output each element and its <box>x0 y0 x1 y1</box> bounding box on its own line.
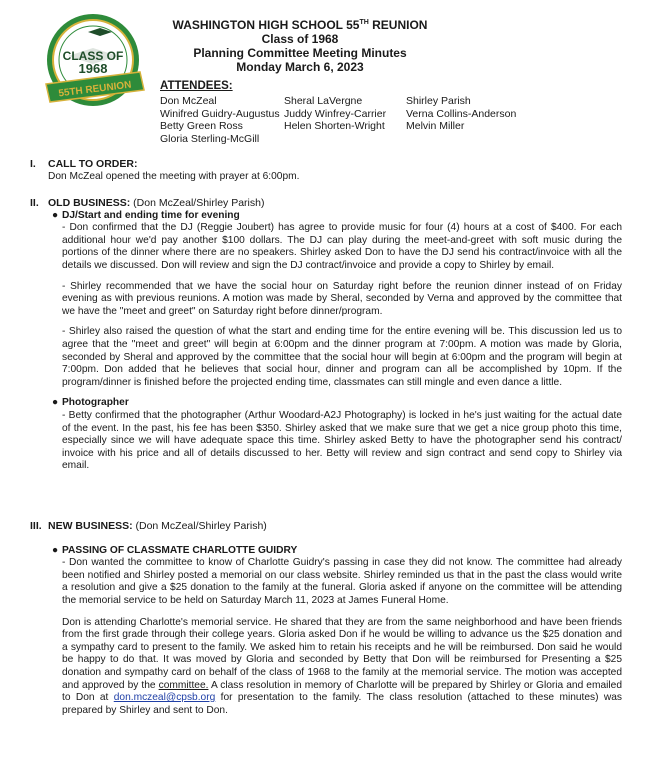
section-call-to-order <box>30 158 630 183</box>
attendee-name: Helen Shorten-Wright <box>284 120 385 132</box>
bullet-photographer-heading: ● Photographer <box>52 397 129 409</box>
attendee-name: Sheral LaVergne <box>284 95 363 107</box>
attendee-name: Juddy Winfrey-Carrier <box>284 107 387 120</box>
section-heading: I. CALL TO ORDER: <box>30 158 138 170</box>
svg-text:CLASS OF: CLASS OF <box>62 49 124 63</box>
svg-text:55TH REUNION: 55TH REUNION <box>57 79 133 100</box>
section-heading: III. NEW BUSINESS: (Don McZeal/Shirley Parish) <box>30 520 267 532</box>
attendees-column-3 <box>406 95 516 133</box>
attendee-name: Shirley Parish <box>406 95 471 107</box>
header-date: Monday March 6, 2023 <box>236 60 364 74</box>
paragraph-social-hour: - Shirley recommended that we have the social hour on Saturday right before the reunion dinner instead of on Friday evening as with previous reunions. A motion was made by Sheral, seconded by Verna and approved by the committee that we have the "meet and greet" on Saturday right before dinner/program. <box>62 280 622 317</box>
attendee-name: Melvin Miller <box>406 120 465 132</box>
class-of-1968-seal-logo <box>38 10 148 120</box>
attendees-column-1 <box>160 95 280 145</box>
paragraph-passing-notice: - Don wanted the committee to know of Charlotte Guidry's passing in case they did not know. The committee had already been notified and Shirley posted a memorial on our class website. Shirley reminded us that in the past the class would write a resolution and give a $25 donation to the family at the funeral. Gloria asked if anyone on the committee will be attending the memorial service to be held on Saturday March 11, 2023 at James Funeral Home. <box>62 557 622 606</box>
section-new-business <box>30 520 630 717</box>
attendees-block <box>160 80 517 145</box>
header-meeting-type: Planning Committee Meeting Minutes <box>193 46 407 60</box>
attendee-name: Don McZeal <box>160 95 217 107</box>
header-class: Class of 1968 <box>261 32 339 46</box>
header-school-title: WASHINGTON HIGH SCHOOL 55TH REUNION <box>172 18 428 32</box>
paragraph-dj-contract: - Don confirmed that the DJ (Reggie Joubert) has agree to provide music for four (4) hours at a cost of $400. For each additional hour we'd pay another $100 dollars. The DJ can play during the meet-and-greet with soft music during the portions of the dinner where there are no speakers. Shirley asked Don to have the DJ send his contract/invoice with all the details we discussed. Don will review and sign the DJ contract/invoice and provide a copy to Shirley by email. <box>62 222 622 271</box>
svg-text:1968: 1968 <box>78 61 108 76</box>
attendees-column-2 <box>284 95 386 133</box>
paragraph-start-end-time: - Shirley also raised the question of what the start and ending time for the entire evening will be. This discussion led us to agree that the "meet and greet" will begin at 6:00pm and the dinner program at 7:00pm. A motion was made by Gloria, seconded by Sheral and approved by the committee that the social hour will begin at 6:00pm and the program will begin at 7:00pm. Don added that he believes that social hour, dinner and program can all be accomplished by 10pm. If the program/dinner is finished before the projected ending time, classmates can still mingle and even dance a little. <box>62 326 622 388</box>
section-old-business <box>30 197 630 473</box>
paragraph-memorial-service: Don is attending Charlotte's memorial service. He shared that they are from the same neighborhood and have been friends from the first grade through their college years. Gloria asked Don if he would be willing to advance us the $25 donation and a sympathy card to present to the family. We asked him to retain his receipts and he will be reimbursed. Don said he would be happy to do that. It was moved by Gloria and seconded by Betty that Don will be reimbursed for Presenting a $25 donation and sympathy card on behalf of the class of 1968 to the family at the memorial service. The motion was accepted and approved by the committee. A class resolution in memory of Charlotte will be prepared by Shirley or Gloria and emailed to Don at don.mczeal@cpsb.org for presentation to the family. The class resolution (attached to these minutes) was prepared by Shirley and sent to Don. <box>62 616 622 716</box>
bullet-passing-heading: ● PASSING OF CLASSMATE CHARLOTTE GUIDRY <box>52 544 298 556</box>
attendee-name: Verna Collins-Anderson <box>406 107 517 120</box>
attendee-name: Betty Green Ross <box>160 120 243 132</box>
section-text: Don McZeal opened the meeting with prayer at 6:00pm. <box>48 170 300 182</box>
attendee-name: Gloria Sterling-McGill <box>160 132 260 145</box>
attendees-title: ATTENDEES: <box>160 80 233 92</box>
document-header <box>150 16 450 74</box>
email-link[interactable]: don.mczeal@cpsb.org <box>113 692 216 704</box>
paragraph-photographer: - Betty confirmed that the photographer (Arthur Woodard-A2J Photography) is locked in he's just waiting for the actual date of the event. In the past, his fee has been $350. Shirley asked that we make sure that we get a nice group photo this time, especially since we will have adequate space this time. Shirley asked Betty to have the photographer send his contract/ invoice with his price and all of details discussed to her. Betty will review and sign contract and send copy to Shirley via email. <box>62 409 622 472</box>
attendee-name: Winifred Guidry-Augustus <box>160 107 280 120</box>
section-heading: II. OLD BUSINESS: (Don McZeal/Shirley Parish) <box>30 197 265 209</box>
bullet-dj-heading: ● DJ/Start and ending time for evening <box>52 209 240 221</box>
